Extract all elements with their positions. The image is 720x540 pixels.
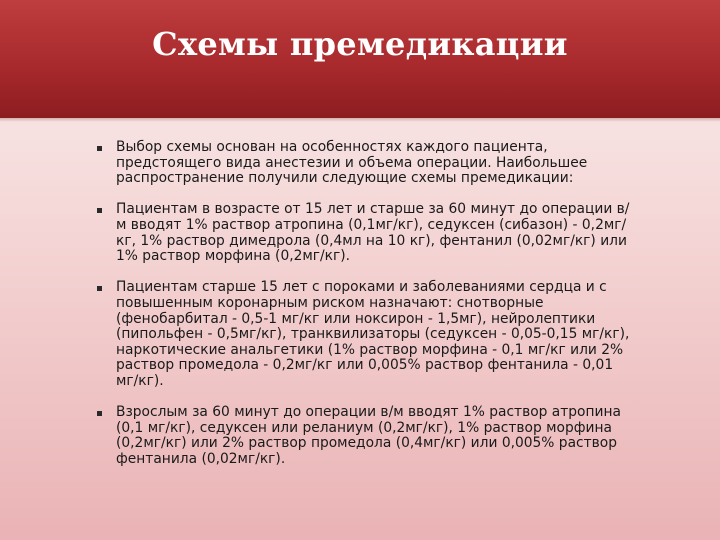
title-bar-shadow (0, 118, 720, 122)
slide-body (94, 140, 634, 483)
square-bullet-icon (97, 146, 102, 151)
bullet-text: Пациентам в возрасте от 15 лет и старше за 60 минут до операции в/м вводят 1% раствор атропина (0,1мг/кг), седуксен (сибазон) - 0,2мг/кг, 1% раствор димедрола (0,4мл на 10 кг), фентанил (0,02мг/кг) или 1% раствор морфина (0,2мг/кг). (116, 201, 630, 265)
title-bar (0, 0, 720, 118)
square-bullet-icon (97, 208, 102, 213)
bullet-item-adults (94, 405, 634, 467)
bullet-text: Выбор схемы основан на особенностях каждого пациента, предстоящего вида анестезии и объема операции. Наибольшее распространение получили следующие схемы премедикации: (116, 139, 588, 187)
square-bullet-icon (97, 286, 102, 291)
square-bullet-icon (97, 411, 102, 416)
bullet-item-age-15 (94, 202, 634, 264)
bullet-text: Пациентам старше 15 лет с пороками и заболеваниями сердца и с повышенным коронарным риском назначают: снотворные (фенобарбитал - 0,5-1 мг/кг или ноксирон - 1,5мг), нейролептики (пипольфен - 0,5мг/кг), транквилизаторы (седуксен - 0,05-0,15 мг/кг), наркотические анальгетики (1% раствор морфина - 0,1 мг/кг или 2% раствор промедола - 0,2мг/кг или 0,005% раствор фентанила - 0,01 мг/кг). (116, 279, 630, 389)
bullet-item-scheme-choice (94, 140, 634, 187)
bullet-text: Взрослым за 60 минут до операции в/м вводят 1% раствор атропина (0,1 мг/кг), седуксен или реланиум (0,2мг/кг), 1% раствор морфина (0,2мг/кг) или 2% раствор промедола (0,4мг/кг) или 0,005% раствор фентанила (0,02мг/кг). (116, 404, 621, 467)
slide-title: Схемы премедикации (152, 25, 568, 63)
bullet-item-cardiac-risk (94, 280, 634, 389)
